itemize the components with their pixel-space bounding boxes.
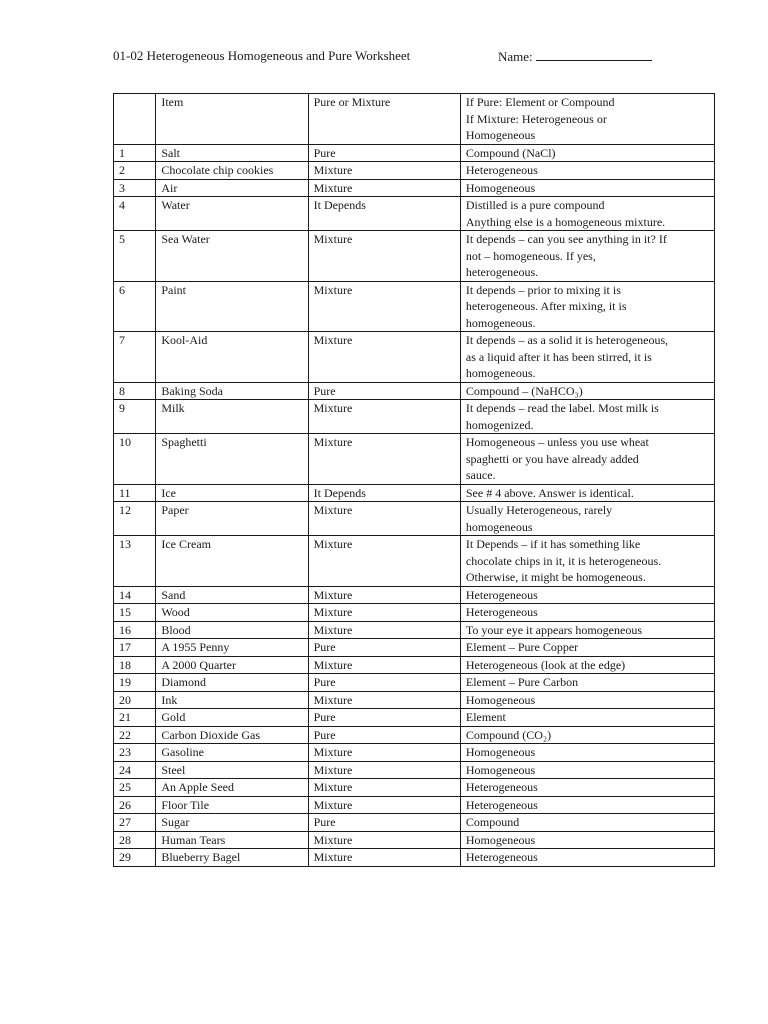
classification-cell xyxy=(460,502,714,536)
table-row xyxy=(114,849,715,867)
worksheet-title: 01-02 Heterogeneous Homogeneous and Pure Worksheet xyxy=(113,48,411,63)
item-cell: Air xyxy=(156,179,308,197)
table-row xyxy=(114,502,715,536)
item-cell: Blueberry Bagel xyxy=(156,849,308,867)
table-row xyxy=(114,709,715,727)
worksheet-header xyxy=(113,47,713,64)
classification-line: Homogeneous xyxy=(465,762,536,777)
row-number-cell: 6 xyxy=(114,281,156,332)
row-number-cell: 23 xyxy=(114,744,156,762)
table-header-row xyxy=(114,94,715,145)
table-row xyxy=(114,281,715,332)
table-row xyxy=(114,400,715,434)
classification-cell xyxy=(460,639,714,657)
row-number-cell: 11 xyxy=(114,484,156,502)
pure-or-mixture-cell: Pure xyxy=(308,726,460,744)
row-number-cell: 20 xyxy=(114,691,156,709)
classification-line: Compound xyxy=(465,815,520,829)
table-row xyxy=(114,604,715,622)
header-item-cell: Item xyxy=(156,94,308,145)
classification-line: Element – Pure Carbon xyxy=(465,675,579,689)
classification-line: To your eye it appears homogeneous xyxy=(465,622,642,637)
classification-cell xyxy=(460,796,714,814)
pure-or-mixture-cell: Mixture xyxy=(308,604,460,622)
pure-or-mixture-cell: Pure xyxy=(308,709,460,727)
classification-cell xyxy=(460,831,714,849)
pure-or-mixture-cell: It Depends xyxy=(308,197,460,231)
row-number-cell: 22 xyxy=(114,726,156,744)
item-cell: Gasoline xyxy=(156,744,308,762)
classification-line: sauce. xyxy=(465,468,496,482)
classification-line: Compound – (NaHCO₃) xyxy=(465,383,583,398)
row-number-cell: 18 xyxy=(114,656,156,674)
table-row xyxy=(114,726,715,744)
classification-line: Distilled is a pure compound xyxy=(465,198,605,212)
classification-cell xyxy=(460,744,714,762)
item-cell: Paper xyxy=(156,502,308,536)
item-cell: Ice xyxy=(156,484,308,502)
item-cell: A 2000 Quarter xyxy=(156,656,308,674)
pure-or-mixture-cell: Mixture xyxy=(308,586,460,604)
item-cell: Gold xyxy=(156,709,308,727)
row-number-cell: 2 xyxy=(114,162,156,180)
item-cell: Spaghetti xyxy=(156,434,308,485)
header-classification-line: If Mixture: Heterogeneous or xyxy=(465,111,607,126)
table-row xyxy=(114,231,715,282)
row-number-cell: 24 xyxy=(114,761,156,779)
classification-line: homogenized. xyxy=(465,417,534,432)
classification-cell xyxy=(460,656,714,674)
classification-cell xyxy=(460,332,714,383)
classification-cell xyxy=(460,691,714,709)
row-number-cell: 4 xyxy=(114,197,156,231)
item-cell: Steel xyxy=(156,761,308,779)
classification-line: heterogeneous. xyxy=(465,265,539,279)
item-cell: Human Tears xyxy=(156,831,308,849)
item-cell: A 1955 Penny xyxy=(156,639,308,657)
item-cell: An Apple Seed xyxy=(156,779,308,797)
table-row xyxy=(114,779,715,797)
item-cell: Carbon Dioxide Gas xyxy=(156,726,308,744)
classification-line: homogeneous. xyxy=(465,315,536,330)
pure-or-mixture-cell: Mixture xyxy=(308,796,460,814)
table-row xyxy=(114,796,715,814)
pure-or-mixture-cell: Pure xyxy=(308,382,460,400)
classification-line: It Depends – if it has something like xyxy=(465,537,641,551)
pure-or-mixture-cell: Mixture xyxy=(308,179,460,197)
classification-line: chocolate chips in it, it is heterogeneous. xyxy=(465,553,662,568)
pure-or-mixture-cell: Mixture xyxy=(308,231,460,282)
pure-or-mixture-cell: Mixture xyxy=(308,536,460,587)
row-number-cell: 26 xyxy=(114,796,156,814)
classification-cell xyxy=(460,674,714,692)
classification-line: Element – Pure Copper xyxy=(465,640,579,654)
classification-line: heterogeneous. After mixing, it is xyxy=(465,299,627,313)
row-number-cell: 13 xyxy=(114,536,156,587)
classification-line: Heterogeneous xyxy=(465,780,538,794)
header-classification-cell xyxy=(460,94,714,145)
classification-cell xyxy=(460,400,714,434)
name-field xyxy=(498,47,652,65)
classification-line: Anything else is a homogeneous mixture. xyxy=(465,214,666,229)
row-number-cell: 10 xyxy=(114,434,156,485)
item-cell: Kool-Aid xyxy=(156,332,308,383)
table-row xyxy=(114,484,715,502)
pure-or-mixture-cell: Mixture xyxy=(308,779,460,797)
classification-cell xyxy=(460,604,714,622)
classification-line: spaghetti or you have already added xyxy=(465,451,639,466)
table-row xyxy=(114,382,715,400)
pure-or-mixture-cell: Mixture xyxy=(308,434,460,485)
table-row xyxy=(114,621,715,639)
pure-or-mixture-cell: Mixture xyxy=(308,656,460,674)
classification-cell xyxy=(460,434,714,485)
classification-line: Heterogeneous xyxy=(465,587,538,602)
row-number-cell: 12 xyxy=(114,502,156,536)
worksheet-table xyxy=(113,93,715,867)
classification-line: It depends – read the label. Most milk is xyxy=(465,401,659,415)
classification-line: homogeneous. xyxy=(465,366,536,380)
pure-or-mixture-cell: Mixture xyxy=(308,281,460,332)
item-cell: Sea Water xyxy=(156,231,308,282)
row-number-cell: 25 xyxy=(114,779,156,797)
classification-cell xyxy=(460,231,714,282)
pure-or-mixture-cell: Mixture xyxy=(308,849,460,867)
classification-cell xyxy=(460,144,714,162)
classification-cell xyxy=(460,281,714,332)
table-row xyxy=(114,656,715,674)
classification-line: Heterogeneous (look at the edge) xyxy=(465,657,626,672)
pure-or-mixture-cell: Pure xyxy=(308,144,460,162)
worksheet-table-body xyxy=(114,94,715,867)
pure-or-mixture-cell: Mixture xyxy=(308,502,460,536)
classification-cell xyxy=(460,197,714,231)
header-pure-or-mixture-cell: Pure or Mixture xyxy=(308,94,460,145)
classification-cell xyxy=(460,726,714,744)
pure-or-mixture-cell: Mixture xyxy=(308,691,460,709)
classification-cell xyxy=(460,536,714,587)
classification-line: Homogeneous xyxy=(465,745,536,759)
item-cell: Wood xyxy=(156,604,308,622)
row-number-cell: 14 xyxy=(114,586,156,604)
classification-cell xyxy=(460,586,714,604)
classification-cell xyxy=(460,761,714,779)
classification-line: Heterogeneous xyxy=(465,797,538,812)
table-row xyxy=(114,332,715,383)
classification-line: Compound (CO₂) xyxy=(465,727,552,742)
item-cell: Salt xyxy=(156,144,308,162)
classification-line: Heterogeneous xyxy=(465,605,538,619)
classification-line: homogeneous xyxy=(465,519,533,534)
pure-or-mixture-cell: Mixture xyxy=(308,744,460,762)
classification-line: Otherwise, it might be homogeneous. xyxy=(465,570,646,584)
table-row xyxy=(114,179,715,197)
row-number-cell: 17 xyxy=(114,639,156,657)
classification-cell xyxy=(460,179,714,197)
classification-line: Compound (NaCl) xyxy=(465,145,556,160)
classification-line: Homogeneous xyxy=(465,692,536,707)
classification-line: not – homogeneous. If yes, xyxy=(465,248,596,263)
pure-or-mixture-cell: Mixture xyxy=(308,831,460,849)
table-row xyxy=(114,162,715,180)
item-cell: Paint xyxy=(156,281,308,332)
table-row xyxy=(114,691,715,709)
row-number-cell: 1 xyxy=(114,144,156,162)
item-cell: Chocolate chip cookies xyxy=(156,162,308,180)
item-cell: Blood xyxy=(156,621,308,639)
pure-or-mixture-cell: It Depends xyxy=(308,484,460,502)
item-cell: Ice Cream xyxy=(156,536,308,587)
table-row xyxy=(114,144,715,162)
row-number-cell: 19 xyxy=(114,674,156,692)
pure-or-mixture-cell: Pure xyxy=(308,639,460,657)
pure-or-mixture-cell: Mixture xyxy=(308,400,460,434)
classification-line: Homogeneous xyxy=(465,832,536,847)
item-cell: Milk xyxy=(156,400,308,434)
header-number-cell xyxy=(114,94,156,145)
row-number-cell: 7 xyxy=(114,332,156,383)
row-number-cell: 8 xyxy=(114,382,156,400)
pure-or-mixture-cell: Pure xyxy=(308,814,460,832)
classification-line: Usually Heterogeneous, rarely xyxy=(465,503,613,517)
classification-cell xyxy=(460,162,714,180)
table-row xyxy=(114,536,715,587)
classification-cell xyxy=(460,849,714,867)
table-row xyxy=(114,744,715,762)
row-number-cell: 3 xyxy=(114,179,156,197)
item-cell: Sand xyxy=(156,586,308,604)
classification-cell xyxy=(460,484,714,502)
classification-cell xyxy=(460,814,714,832)
item-cell: Ink xyxy=(156,691,308,709)
classification-line: It depends – can you see anything in it? If xyxy=(465,232,667,246)
row-number-cell: 29 xyxy=(114,849,156,867)
table-row xyxy=(114,197,715,231)
item-cell: Sugar xyxy=(156,814,308,832)
pure-or-mixture-cell: Mixture xyxy=(308,621,460,639)
row-number-cell: 28 xyxy=(114,831,156,849)
classification-line: Heterogeneous xyxy=(465,850,538,864)
classification-line: It depends – as a solid it is heterogeneous, xyxy=(465,333,669,347)
classification-cell xyxy=(460,709,714,727)
table-row xyxy=(114,586,715,604)
table-row xyxy=(114,814,715,832)
pure-or-mixture-cell: Pure xyxy=(308,674,460,692)
table-row xyxy=(114,831,715,849)
item-cell: Water xyxy=(156,197,308,231)
classification-line: Homogeneous – unless you use wheat xyxy=(465,435,649,449)
classification-line: See # 4 above. Answer is identical. xyxy=(465,485,634,500)
table-row xyxy=(114,434,715,485)
classification-line: as a liquid after it has been stirred, it is xyxy=(465,349,652,364)
row-number-cell: 27 xyxy=(114,814,156,832)
classification-cell xyxy=(460,621,714,639)
name-label: Name: xyxy=(498,49,533,64)
table-row xyxy=(114,674,715,692)
name-blank-line[interactable] xyxy=(536,47,652,61)
header-classification-line: If Pure: Element or Compound xyxy=(465,95,615,109)
pure-or-mixture-cell: Mixture xyxy=(308,162,460,180)
header-classification-line: Homogeneous xyxy=(465,128,536,142)
classification-line: Homogeneous xyxy=(465,180,536,195)
pure-or-mixture-cell: Mixture xyxy=(308,761,460,779)
row-number-cell: 15 xyxy=(114,604,156,622)
classification-line: It depends – prior to mixing it is xyxy=(465,282,621,297)
row-number-cell: 21 xyxy=(114,709,156,727)
table-row xyxy=(114,761,715,779)
pure-or-mixture-cell: Mixture xyxy=(308,332,460,383)
item-cell: Baking Soda xyxy=(156,382,308,400)
table-row xyxy=(114,639,715,657)
classification-line: Heterogeneous xyxy=(465,163,538,177)
row-number-cell: 5 xyxy=(114,231,156,282)
item-cell: Floor Tile xyxy=(156,796,308,814)
item-cell: Diamond xyxy=(156,674,308,692)
classification-cell xyxy=(460,382,714,400)
row-number-cell: 16 xyxy=(114,621,156,639)
row-number-cell: 9 xyxy=(114,400,156,434)
classification-cell xyxy=(460,779,714,797)
classification-line: Element xyxy=(465,710,506,724)
